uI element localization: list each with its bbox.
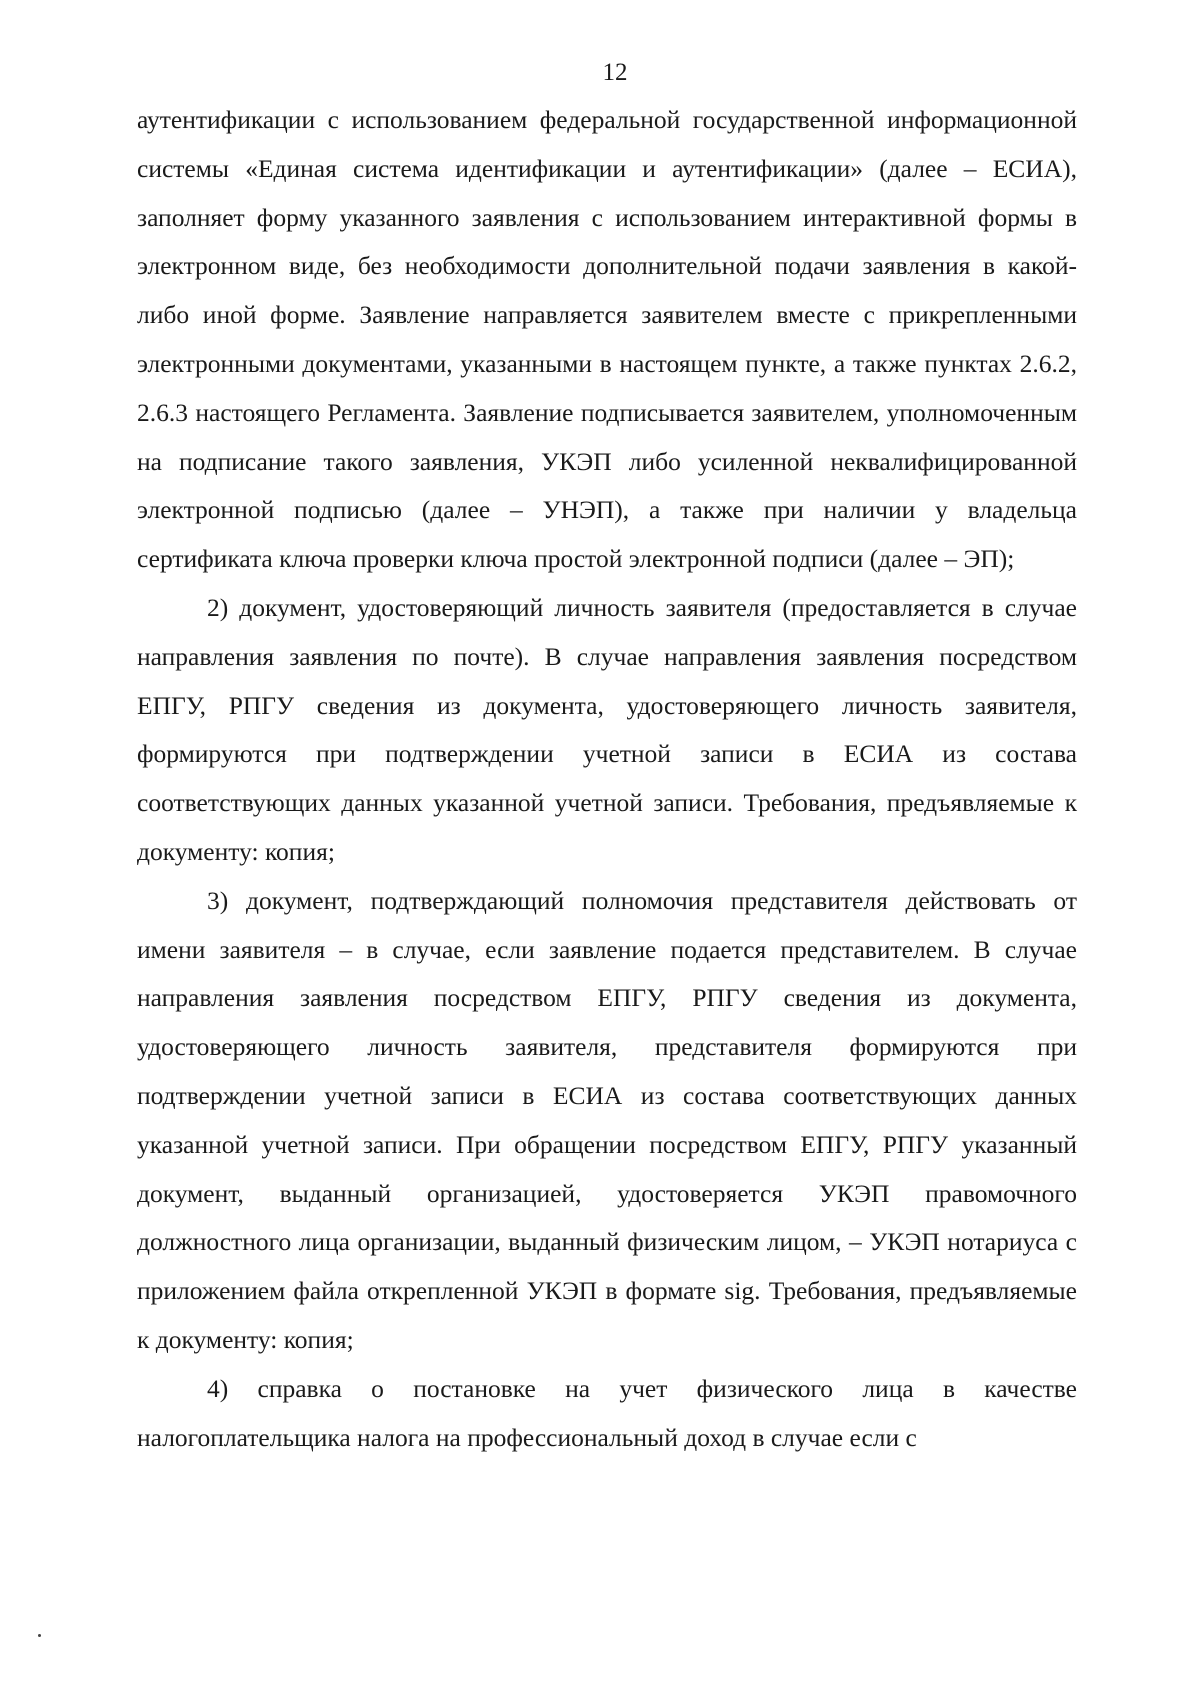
paragraph-item-4: 4) справка о постановке на учет физического лица в качестве налогоплательщика налога на профессиональный доход в случае если с [137,1373,1077,1452]
page-number: 12 [602,59,628,86]
paragraph-item-2: 2) документ, удостоверяющий личность заявителя (предоставляется в случае направления заявления по почте). В случае направления заявления посредством ЕПГУ, РПГУ сведения из документа, удостоверяющего личность заявителя, формируются при подтверждении учетной записи в ЕСИА из состава соответствующих данных указанной учетной записи. Требования, предъявляемые к документу: копия; [137,592,1077,866]
scan-speck [38,1634,41,1637]
paragraph-continuation: аутентификации с использованием федеральной государственной информационной системы «Единая система идентификации и аутентификации» (далее – ЕСИА), заполняет форму указанного заявления с использованием интерактивной формы в электронном виде, без необходимости дополнительной подачи заявления в какой-либо иной форме. Заявление направляется заявителем вместе с прикрепленными электронными документами, указанными в настоящем пункте, а также пунктах 2.6.2, 2.6.3 настоящего Регламента. Заявление подписывается заявителем, уполномоченным на подписание такого заявления, УКЭП либо усиленной неквалифицированной электронной подписью (далее – УНЭП), а также при наличии у владельца сертификата ключа проверки ключа простой электронной подписи (далее – ЭП); [137,105,1077,574]
document-body [137,96,1077,1462]
paragraph-item-3: 3) документ, подтверждающий полномочия представителя действовать от имени заявителя – в случае, если заявление подается представителем. В случае направления заявления посредством ЕПГУ, РПГУ сведения из документа, удостоверяющего личность заявителя, представителя формируются при подтверждении учетной записи в ЕСИА из состава соответствующих данных указанной учетной записи. При обращении посредством ЕПГУ, РПГУ указанный документ, выданный организацией, удостоверяется УКЭП правомочного должностного лица организации, выданный физическим лицом, – УКЭП нотариуса с приложением файла открепленной УКЭП в формате sig. Требования, предъявляемые к документу: копия; [137,885,1077,1354]
